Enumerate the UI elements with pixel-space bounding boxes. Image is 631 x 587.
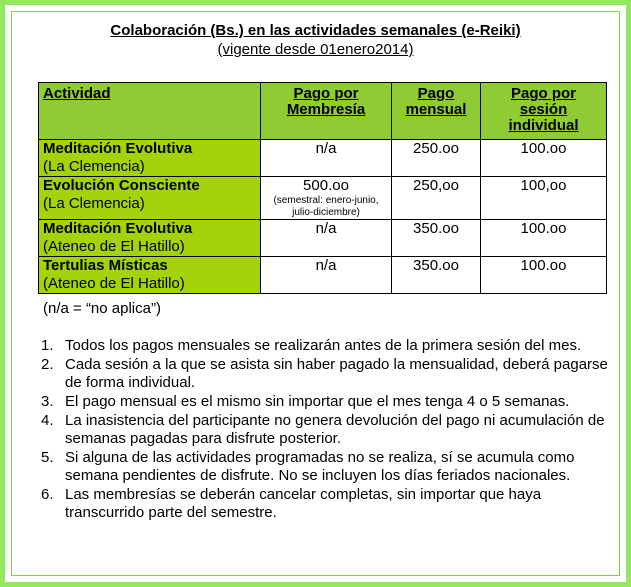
session-cell: 100,oo <box>481 177 607 220</box>
list-item <box>41 486 621 522</box>
session-cell: 100.oo <box>481 140 607 177</box>
list-item <box>41 337 621 355</box>
activity-cell <box>39 220 261 257</box>
rule-number: 3. <box>41 393 54 410</box>
list-item <box>41 393 621 411</box>
rule-number: 4. <box>41 412 54 429</box>
header-session-line3: individual <box>508 117 579 134</box>
rule-text: Todos los pagos mensuales se realizarán antes de la primera sesión del mes. <box>65 337 582 354</box>
rule-text: Cada sesión a la que se asista sin haber pagado la mensualidad, deberá pagarse de forma individual. <box>65 356 608 391</box>
membership-cell: n/a <box>261 257 392 294</box>
list-item <box>41 356 621 392</box>
header-monthly-line2: mensual <box>405 101 467 118</box>
header-session-line1: Pago por <box>510 85 576 102</box>
header-membership <box>261 83 392 140</box>
list-item <box>41 412 621 448</box>
activity-name: Evolución Consciente <box>43 177 200 194</box>
list-item <box>41 449 621 485</box>
document-title: Colaboración (Bs.) en las actividades semanales (e-Reiki) <box>110 22 521 39</box>
membership-cell: n/a <box>261 140 392 177</box>
monthly-cell: 250,oo <box>392 177 481 220</box>
membership-cell <box>261 177 392 220</box>
membership-cell: n/a <box>261 220 392 257</box>
rule-text: Las membresías se deberán cancelar completas, sin importar que haya transcurrido parte del semestre. <box>65 486 542 521</box>
activity-name: Meditación Evolutiva <box>43 220 193 237</box>
table-header-row <box>39 83 607 140</box>
rule-text: La inasistencia del participante no genera devolución del pago ni acumulación de semanas pagadas para disfrute posterior. <box>65 412 605 447</box>
table-row <box>39 257 607 294</box>
header-monthly-line1: Pago <box>417 85 455 102</box>
rule-number: 2. <box>41 356 54 373</box>
header-session-line2: sesión <box>519 101 568 118</box>
rule-number: 6. <box>41 486 54 503</box>
rule-text: Si alguna de las actividades programadas no se realiza, sí se acumula como semana pendientes de disfrute. No se incluyen los días feriados nacionales. <box>65 449 575 484</box>
activity-place: (La Clemencia) <box>43 158 145 175</box>
activity-cell <box>39 140 261 177</box>
na-note: (n/a = “no aplica”) <box>43 300 161 317</box>
session-cell: 100.oo <box>481 220 607 257</box>
header-session <box>481 83 607 140</box>
header-membership-line1: Pago por <box>293 85 359 102</box>
monthly-cell: 350.oo <box>392 220 481 257</box>
rule-text: El pago mensual es el mismo sin importar que el mes tenga 4 o 5 semanas. <box>65 393 570 410</box>
fees-table <box>38 82 607 294</box>
header-activity-label: Actividad <box>43 85 111 102</box>
table-row <box>39 177 607 220</box>
membership-value: 500.oo <box>303 177 349 194</box>
header-monthly <box>392 83 481 140</box>
session-cell: 100.oo <box>481 257 607 294</box>
activity-name: Meditación Evolutiva <box>43 140 193 157</box>
activity-place: (Ateneo de El Hatillo) <box>43 238 185 255</box>
activity-name: Tertulias Místicas <box>43 257 168 274</box>
table-row <box>39 220 607 257</box>
rule-number: 1. <box>41 337 54 354</box>
activity-cell <box>39 177 261 220</box>
membership-note: (semestral: enero-junio, julio-diciembre) <box>273 195 379 218</box>
activity-cell <box>39 257 261 294</box>
table-row <box>39 140 607 177</box>
monthly-cell: 250.oo <box>392 140 481 177</box>
header-membership-line2: Membresía <box>286 101 366 118</box>
rule-number: 5. <box>41 449 54 466</box>
document-subtitle: (vigente desde 01enero2014) <box>217 41 414 58</box>
monthly-cell: 350.oo <box>392 257 481 294</box>
header-activity <box>39 83 261 140</box>
activity-place: (Ateneo de El Hatillo) <box>43 275 185 292</box>
rules-list <box>41 337 621 523</box>
activity-place: (La Clemencia) <box>43 195 145 212</box>
